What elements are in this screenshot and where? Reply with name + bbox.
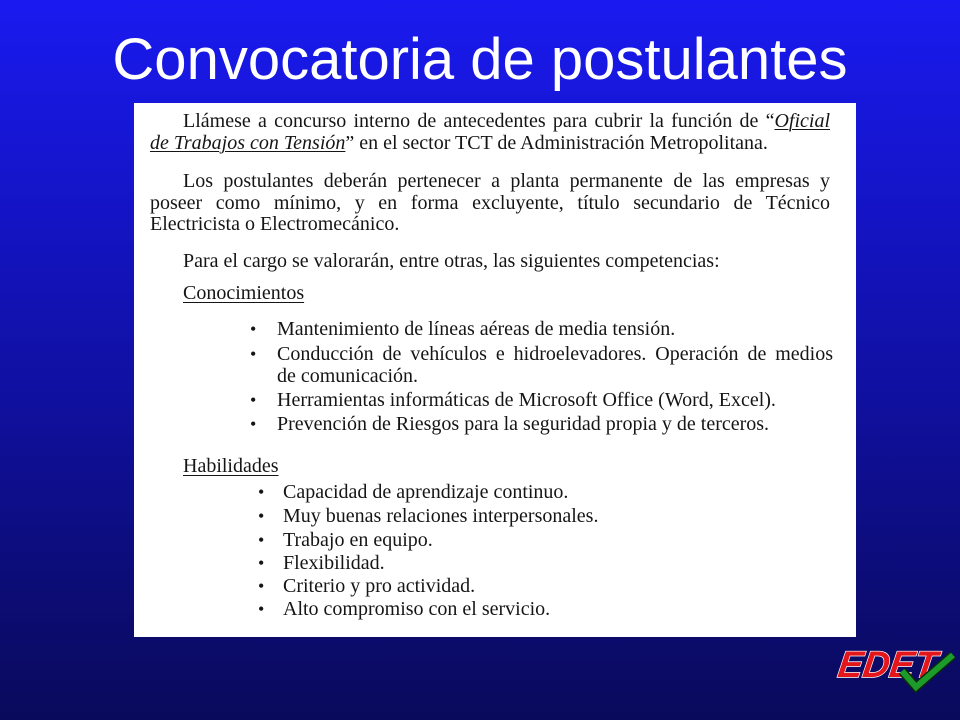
knowledge-item: [250, 389, 840, 411]
bullet-marker: •: [258, 553, 265, 573]
knowledge-item-text-continued: de comunicación.: [277, 365, 419, 387]
position-title-emphasis: de Trabajos con Tensión: [150, 132, 346, 154]
intro-line-1: [183, 110, 830, 132]
knowledge-item: [250, 318, 840, 340]
intro-text: Llámese a concurso interno de antecedentes para cubrir la función de “: [183, 110, 775, 132]
skill-item: [258, 505, 838, 527]
position-title-emphasis: Oficial: [774, 110, 830, 132]
bullet-marker: •: [250, 390, 257, 410]
skill-item-text: Flexibilidad.: [283, 552, 385, 574]
skill-item: [258, 598, 838, 620]
bullet-marker: •: [258, 482, 265, 502]
skill-item: [258, 481, 838, 503]
requirements-line-1: Los postulantes deberán pertenecer a planta permanente de las empresas y: [183, 170, 830, 192]
knowledge-item: [250, 413, 840, 435]
bullet-marker: •: [258, 576, 265, 596]
knowledge-item: [250, 343, 840, 387]
requirements-line-3: Electricista o Electromecánico.: [150, 213, 400, 235]
knowledge-item-text: Prevención de Riesgos para la seguridad propia y de terceros.: [277, 413, 770, 435]
bullet-marker: •: [258, 599, 265, 619]
skill-item-text: Criterio y pro actividad.: [283, 575, 476, 597]
knowledge-item-text: Conducción de vehículos e hidroelevadores. Operación de medios: [277, 343, 833, 365]
bullet-marker: •: [258, 506, 265, 526]
bullet-marker: •: [250, 319, 257, 339]
skill-item-text: Capacidad de aprendizaje continuo.: [283, 481, 569, 503]
skill-item: [258, 575, 838, 597]
slide-title: Convocatoria de postulantes: [112, 27, 848, 92]
skill-item-text: Alto compromiso con el servicio.: [283, 598, 551, 620]
skill-item-text: Trabajo en equipo.: [283, 529, 433, 551]
skill-item-text: Muy buenas relaciones interpersonales.: [283, 505, 599, 527]
skill-item: [258, 552, 838, 574]
requirements-line-2: poseer como mínimo, y en forma excluyente, título secundario de Técnico: [150, 192, 830, 214]
knowledge-item-text: Mantenimiento de líneas aéreas de media tensión.: [277, 318, 676, 340]
competencies-intro: Para el cargo se valorarán, entre otras, las siguientes competencias:: [183, 250, 720, 272]
edet-logo: [826, 640, 958, 700]
skills-heading: Habilidades: [183, 455, 279, 477]
skill-item: [258, 529, 838, 551]
intro-line-2: [150, 132, 768, 154]
knowledge-item-text: Herramientas informáticas de Microsoft Office (Word, Excel).: [277, 389, 776, 411]
bullet-marker: •: [258, 530, 265, 550]
knowledge-heading: Conocimientos: [183, 282, 305, 304]
bullet-marker: •: [250, 414, 257, 434]
logo-wordmark: EDET: [835, 643, 941, 685]
intro-text: ” en el sector TCT de Administración Metropolitana.: [345, 132, 768, 154]
job-posting-document: [134, 103, 856, 637]
bullet-marker: •: [250, 344, 257, 364]
